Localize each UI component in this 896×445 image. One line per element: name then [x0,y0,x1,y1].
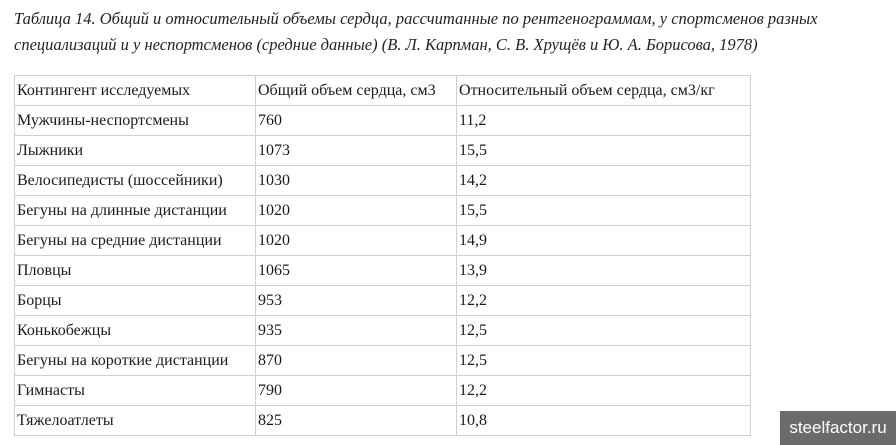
column-header-total-volume: Общий объем сердца, см3 [256,76,457,106]
table-row [15,286,751,316]
table-row [15,256,751,286]
table-row [15,406,751,436]
cell-total-volume: 1073 [256,136,457,166]
cell-contingent: Тяжелоатлеты [15,406,256,436]
cell-relative-volume: 14,2 [457,166,751,196]
cell-total-volume: 1020 [256,226,457,256]
cell-contingent: Мужчины-неспортсмены [15,106,256,136]
cell-contingent: Велосипедисты (шоссейники) [15,166,256,196]
cell-relative-volume: 12,5 [457,346,751,376]
cell-total-volume: 760 [256,106,457,136]
cell-relative-volume: 10,8 [457,406,751,436]
cell-total-volume: 825 [256,406,457,436]
cell-relative-volume: 15,5 [457,136,751,166]
cell-contingent: Бегуны на короткие дистанции [15,346,256,376]
cell-total-volume: 935 [256,316,457,346]
table-row [15,166,751,196]
cell-total-volume: 870 [256,346,457,376]
table-caption: Таблица 14. Общий и относительный объемы сердца, рассчитанные по рентгенограммам, у спортсменов разных специализаций и у неспортсменов (средние данные) (В. Л. Карпман, С. В. Хрущёв и Ю. А. Борисова, 1978) [14,9,818,54]
cell-total-volume: 790 [256,376,457,406]
table-row [15,346,751,376]
cell-contingent: Конькобежцы [15,316,256,346]
cell-relative-volume: 12,2 [457,286,751,316]
table-row [15,226,751,256]
column-header-contingent: Контингент исследуемых [15,76,256,106]
table-row [15,196,751,226]
table-row [15,316,751,346]
column-header-relative-volume: Относительный объем сердца, см3/кг [457,76,751,106]
cell-total-volume: 953 [256,286,457,316]
heart-volume-table [14,75,751,436]
site-watermark: steelfactor.ru [780,411,896,445]
table-row [15,106,751,136]
cell-total-volume: 1020 [256,196,457,226]
cell-relative-volume: 11,2 [457,106,751,136]
cell-relative-volume: 15,5 [457,196,751,226]
table-header-row [15,76,751,106]
cell-contingent: Бегуны на средние дистанции [15,226,256,256]
table-row [15,136,751,166]
cell-total-volume: 1065 [256,256,457,286]
cell-contingent: Бегуны на длинные дистанции [15,196,256,226]
cell-contingent: Лыжники [15,136,256,166]
cell-relative-volume: 14,9 [457,226,751,256]
table-row [15,376,751,406]
cell-contingent: Пловцы [15,256,256,286]
cell-relative-volume: 12,5 [457,316,751,346]
cell-contingent: Борцы [15,286,256,316]
cell-relative-volume: 12,2 [457,376,751,406]
cell-relative-volume: 13,9 [457,256,751,286]
cell-total-volume: 1030 [256,166,457,196]
cell-contingent: Гимнасты [15,376,256,406]
